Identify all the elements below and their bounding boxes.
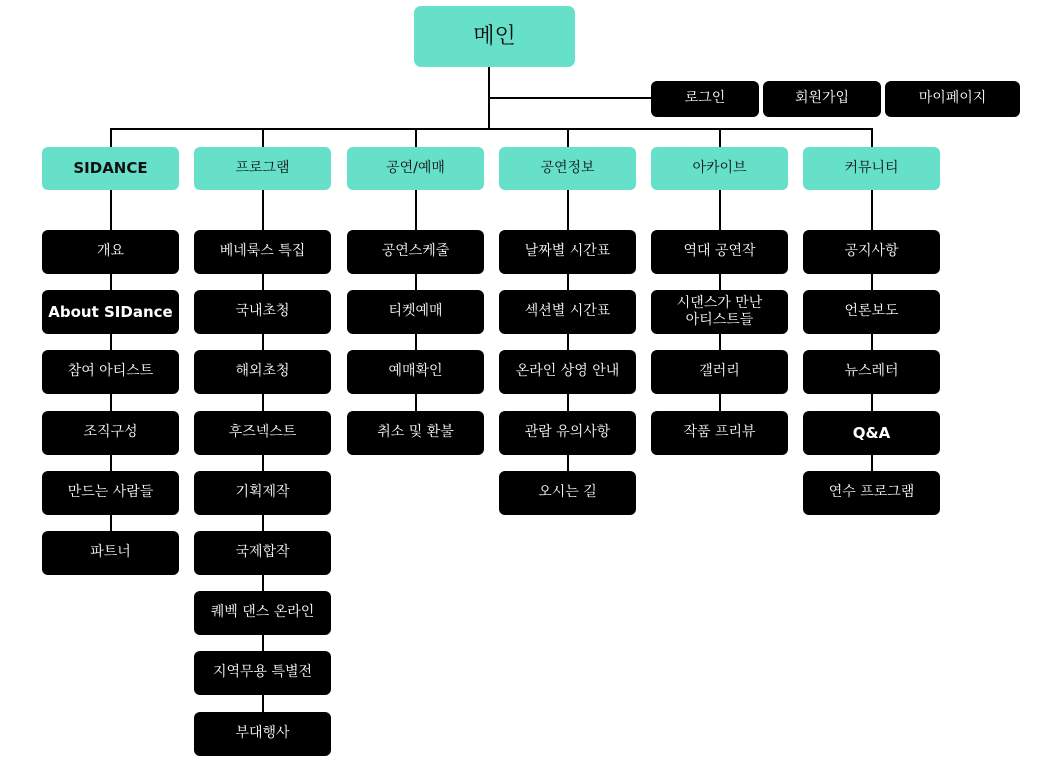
category-drop-line	[110, 129, 112, 148]
page-node: 파트너	[42, 531, 179, 575]
root-trunk-line	[488, 67, 490, 129]
category-node: SIDANCE	[42, 147, 179, 190]
page-node: 공지사항	[803, 230, 940, 274]
page-node: About SIDance	[42, 290, 179, 334]
category-node: 공연/예매	[347, 147, 484, 190]
page-node: 퀘벡 댄스 온라인	[194, 591, 331, 635]
page-node: 시댄스가 만난 아티스트들	[651, 290, 788, 334]
category-drop-line	[567, 129, 569, 148]
category-node: 프로그램	[194, 147, 331, 190]
page-node: 조직구성	[42, 411, 179, 455]
page-node: 날짜별 시간표	[499, 230, 636, 274]
utility-branch-line	[488, 97, 652, 99]
page-node: 섹션별 시간표	[499, 290, 636, 334]
category-drop-line	[262, 129, 264, 148]
page-node: 예매확인	[347, 350, 484, 394]
category-node: 아카이브	[651, 147, 788, 190]
page-node: 언론보도	[803, 290, 940, 334]
page-node: 공연스케줄	[347, 230, 484, 274]
page-node: 오시는 길	[499, 471, 636, 515]
page-node: 만드는 사람들	[42, 471, 179, 515]
page-node: 개요	[42, 230, 179, 274]
page-node: Q&A	[803, 411, 940, 455]
category-drop-line	[719, 129, 721, 148]
page-node: 부대행사	[194, 712, 331, 756]
category-bus-line	[110, 128, 873, 130]
page-node: 연수 프로그램	[803, 471, 940, 515]
page-node: 티켓예매	[347, 290, 484, 334]
category-node: 공연정보	[499, 147, 636, 190]
utility-node: 로그인	[651, 81, 759, 117]
page-node: 역대 공연작	[651, 230, 788, 274]
page-node: 국제합작	[194, 531, 331, 575]
page-node: 베네룩스 특집	[194, 230, 331, 274]
utility-node: 마이페이지	[885, 81, 1020, 117]
page-node: 갤러리	[651, 350, 788, 394]
page-node: 기획제작	[194, 471, 331, 515]
page-node: 작품 프리뷰	[651, 411, 788, 455]
category-drop-line	[415, 129, 417, 148]
utility-node: 회원가입	[763, 81, 881, 117]
page-node: 해외초청	[194, 350, 331, 394]
page-node: 관람 유의사항	[499, 411, 636, 455]
page-node: 지역무용 특별전	[194, 651, 331, 695]
category-drop-line	[871, 129, 873, 148]
root-node: 메인	[414, 6, 575, 67]
category-node: 커뮤니티	[803, 147, 940, 190]
page-node: 국내초청	[194, 290, 331, 334]
page-node: 후즈넥스트	[194, 411, 331, 455]
page-node: 취소 및 환불	[347, 411, 484, 455]
page-node: 뉴스레터	[803, 350, 940, 394]
page-node: 온라인 상영 안내	[499, 350, 636, 394]
page-node: 참여 아티스트	[42, 350, 179, 394]
